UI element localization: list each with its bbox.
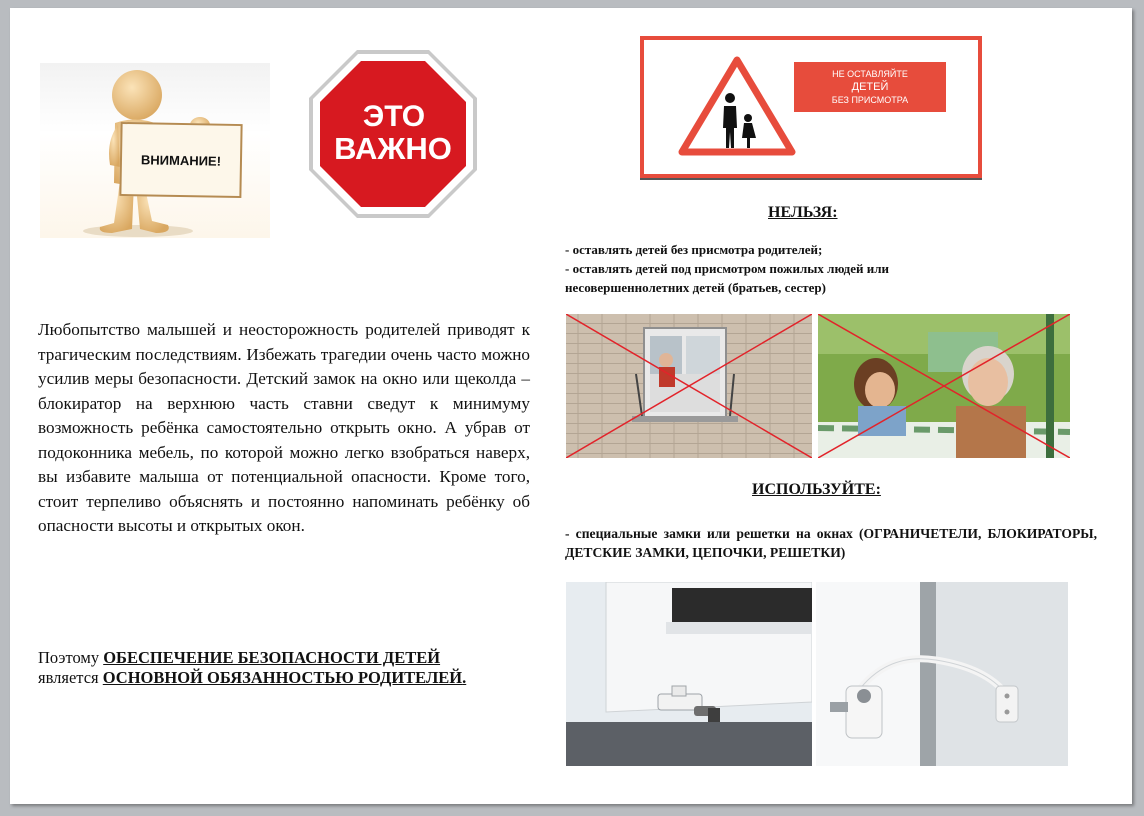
- conclusion-suffix: .: [462, 668, 467, 687]
- conclusion-prefix2: является: [38, 668, 103, 687]
- attention-illustration: [40, 63, 270, 238]
- forbidden-item: - оставлять детей без присмотра родителей;: [565, 242, 823, 257]
- attention-sign: [119, 122, 242, 198]
- warning-banner-label: [794, 62, 946, 112]
- forbidden-item: несовершеннолетних детей (братьев, сестер): [565, 280, 826, 295]
- banner-line3: БЕЗ ПРИСМОТРА: [831, 94, 909, 105]
- use-heading: ИСПОЛЬЗУЙТЕ:: [752, 481, 881, 498]
- conclusion-emphasis2: ОСНОВНОЙ ОБЯЗАННОСТЬЮ РОДИТЕЛЕЙ: [102, 668, 463, 687]
- forbidden-list: [565, 240, 1085, 297]
- stop-sign: [305, 46, 481, 222]
- banner-line2: ДЕТЕЙ: [851, 80, 889, 93]
- banner-line1: НЕ ОСТАВЛЯЙТЕ: [832, 68, 908, 79]
- forbidden-heading: НЕЛЬЗЯ:: [768, 204, 838, 221]
- conclusion-emphasis1: ОБЕСПЕЧЕНИЕ БЕЗОПАСНОСТИ ДЕТЕЙ: [103, 648, 441, 667]
- child-at-window-photo: [566, 314, 812, 458]
- stop-sign-line2: ВАЖНО: [334, 131, 452, 166]
- window-cable-lock-photo: [816, 582, 1068, 766]
- document-page: [10, 8, 1132, 804]
- window-lock-photo: [566, 582, 812, 766]
- grandmother-and-child-photo: [818, 314, 1070, 458]
- stop-octagon-icon: [305, 46, 481, 222]
- stop-sign-line1: ЭТО: [362, 100, 426, 133]
- use-description: - специальные замки или решетки на окнах (ОГРАНИЧЕТЕЛИ, БЛОКИРАТОРЫ, ДЕТСКИЕ ЗАМКИ, ЦЕПОЧКИ, РЕШЕТКИ): [565, 526, 1097, 560]
- main-paragraph: Любопытство малышей и неосторожность родителей приводят к трагическим последствиям. Избежать трагедии очень часто можно усилив меры безопасности. Детский замок на окно или щеколда – блокиратор на верхнюю часть ставни сведут к минимуму возможность ребёнка самостоятельно открыть окно. А убрав от подоконника мебель, по которой можно легко взобраться наверх, вы избавите малыша от потенциальной опасности. Кроме того, стоит терпеливо объяснять и постоянно напоминать ребёнку об опасности высоты и открытых окон.: [38, 320, 530, 535]
- conclusion-prefix1: Поэтому: [38, 648, 104, 667]
- forbidden-item: - оставлять детей под присмотром пожилых людей или: [565, 261, 890, 276]
- conclusion-text: [38, 648, 558, 688]
- attention-sign-text: ВНИМАНИЕ!: [140, 151, 222, 169]
- warning-triangle-icon: [674, 52, 800, 160]
